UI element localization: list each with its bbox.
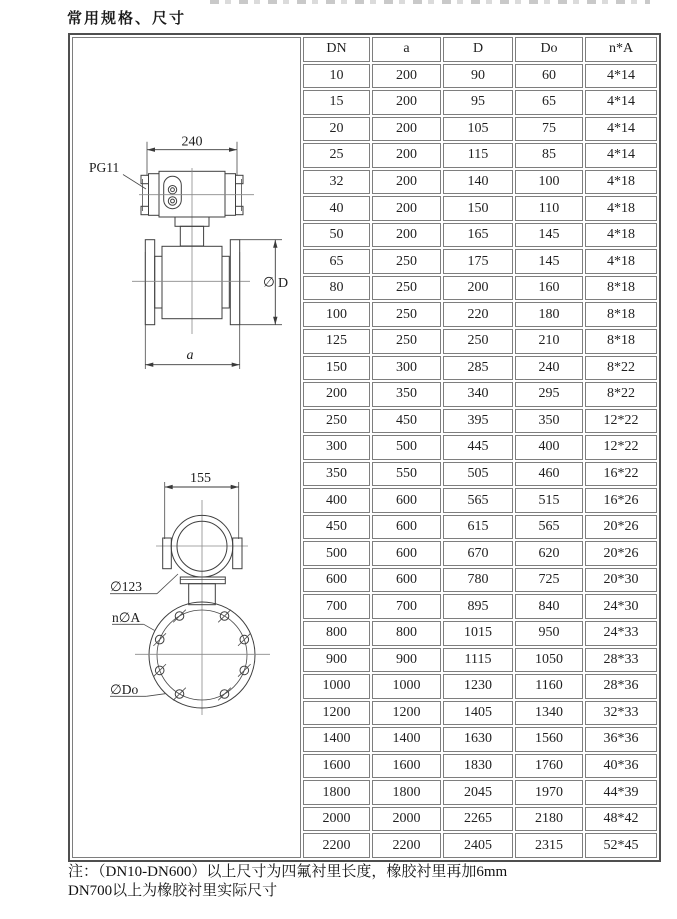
cell-na: 48*42 (585, 807, 657, 832)
cell-do: 350 (515, 409, 583, 434)
cell-dn: 300 (303, 435, 370, 460)
cell-d: 615 (443, 515, 513, 540)
cell-dn: 150 (303, 356, 370, 381)
cell-a: 200 (372, 196, 441, 221)
cell-a: 250 (372, 329, 441, 354)
cell-do: 180 (515, 302, 583, 327)
dim-a-label: a (186, 348, 194, 363)
cell-a: 800 (372, 621, 441, 646)
col-header-na: n*A (585, 37, 657, 62)
dia-123-label: ∅123 (110, 579, 143, 594)
cell-d: 670 (443, 541, 513, 566)
clipped-text-remnant (210, 0, 650, 4)
cell-na: 32*33 (585, 701, 657, 726)
n-dia-a-label: n∅A (112, 610, 141, 625)
cell-d: 175 (443, 249, 513, 274)
cell-do: 460 (515, 462, 583, 487)
cell-na: 4*18 (585, 170, 657, 195)
cell-dn: 350 (303, 462, 370, 487)
cell-dn: 2000 (303, 807, 370, 832)
cell-dn: 1400 (303, 727, 370, 752)
cell-d: 395 (443, 409, 513, 434)
cell-na: 4*18 (585, 196, 657, 221)
pg11-label: PG11 (89, 160, 120, 175)
cell-dn: 25 (303, 143, 370, 168)
cell-a: 250 (372, 276, 441, 301)
cell-na: 4*14 (585, 143, 657, 168)
dim-240-label: 240 (181, 134, 203, 150)
cell-do: 295 (515, 382, 583, 407)
cell-dn: 900 (303, 648, 370, 673)
cell-do: 1340 (515, 701, 583, 726)
cell-d: 1015 (443, 621, 513, 646)
cell-a: 1800 (372, 780, 441, 805)
cell-a: 700 (372, 594, 441, 619)
cell-a: 1400 (372, 727, 441, 752)
cell-a: 600 (372, 515, 441, 540)
cell-na: 28*33 (585, 648, 657, 673)
cell-na: 4*14 (585, 64, 657, 89)
cell-d: 1230 (443, 674, 513, 699)
cell-do: 1160 (515, 674, 583, 699)
cell-d: 285 (443, 356, 513, 381)
cell-a: 200 (372, 143, 441, 168)
cell-do: 60 (515, 64, 583, 89)
cell-dn: 2200 (303, 833, 370, 858)
cell-d: 1630 (443, 727, 513, 752)
cell-dn: 450 (303, 515, 370, 540)
cell-na: 8*18 (585, 302, 657, 327)
cell-dn: 1800 (303, 780, 370, 805)
cell-a: 300 (372, 356, 441, 381)
cell-d: 2405 (443, 833, 513, 858)
footnote (68, 863, 507, 901)
cell-na: 20*30 (585, 568, 657, 593)
cell-na: 20*26 (585, 515, 657, 540)
cell-a: 2200 (372, 833, 441, 858)
cell-d: 250 (443, 329, 513, 354)
cell-dn: 32 (303, 170, 370, 195)
cell-na: 4*18 (585, 249, 657, 274)
cell-do: 1050 (515, 648, 583, 673)
cell-do: 145 (515, 249, 583, 274)
cell-do: 400 (515, 435, 583, 460)
cell-a: 250 (372, 249, 441, 274)
flowmeter-side-view-drawing (89, 135, 288, 370)
spec-table (68, 33, 661, 862)
cell-do: 210 (515, 329, 583, 354)
cell-na: 8*22 (585, 382, 657, 407)
cell-dn: 500 (303, 541, 370, 566)
cell-na: 24*33 (585, 621, 657, 646)
dia-d-symbol: ∅ (263, 274, 275, 290)
cell-na: 16*22 (585, 462, 657, 487)
cell-a: 200 (372, 117, 441, 142)
cell-a: 500 (372, 435, 441, 460)
cell-dn: 1000 (303, 674, 370, 699)
cell-a: 200 (372, 223, 441, 248)
cell-a: 600 (372, 568, 441, 593)
cell-d: 150 (443, 196, 513, 221)
cell-d: 90 (443, 64, 513, 89)
cell-dn: 15 (303, 90, 370, 115)
cell-d: 1405 (443, 701, 513, 726)
cell-d: 2265 (443, 807, 513, 832)
cell-a: 350 (372, 382, 441, 407)
header-row (72, 37, 657, 62)
cell-do: 840 (515, 594, 583, 619)
cell-do: 110 (515, 196, 583, 221)
cell-do: 565 (515, 515, 583, 540)
cell-a: 600 (372, 541, 441, 566)
flowmeter-front-view-drawing (110, 471, 270, 715)
cell-na: 8*22 (585, 356, 657, 381)
cell-a: 200 (372, 90, 441, 115)
cell-na: 40*36 (585, 754, 657, 779)
cell-d: 95 (443, 90, 513, 115)
cell-d: 780 (443, 568, 513, 593)
col-header-a: a (372, 37, 441, 62)
cell-do: 65 (515, 90, 583, 115)
footnote-line-2: DN700以上为橡胶衬里实际尺寸 (68, 883, 278, 899)
cell-na: 4*18 (585, 223, 657, 248)
cell-d: 1830 (443, 754, 513, 779)
cell-do: 240 (515, 356, 583, 381)
cell-dn: 10 (303, 64, 370, 89)
cell-na: 44*39 (585, 780, 657, 805)
cell-d: 115 (443, 143, 513, 168)
cell-d: 140 (443, 170, 513, 195)
cell-do: 1760 (515, 754, 583, 779)
cell-na: 4*14 (585, 117, 657, 142)
cell-dn: 1200 (303, 701, 370, 726)
cell-d: 2045 (443, 780, 513, 805)
cell-dn: 20 (303, 117, 370, 142)
col-header-do: Do (515, 37, 583, 62)
cell-dn: 80 (303, 276, 370, 301)
cell-d: 505 (443, 462, 513, 487)
cell-do: 100 (515, 170, 583, 195)
cell-na: 4*14 (585, 90, 657, 115)
cell-dn: 65 (303, 249, 370, 274)
cell-dn: 600 (303, 568, 370, 593)
cell-do: 75 (515, 117, 583, 142)
cell-a: 900 (372, 648, 441, 673)
cell-dn: 400 (303, 488, 370, 513)
cell-na: 52*45 (585, 833, 657, 858)
dim-155-label: 155 (190, 471, 211, 486)
cell-na: 28*36 (585, 674, 657, 699)
cell-d: 895 (443, 594, 513, 619)
cell-na: 8*18 (585, 329, 657, 354)
cell-do: 145 (515, 223, 583, 248)
footnote-line-1: 注：（DN10-DN600）以上尺寸为四氟衬里长度，橡胶衬里再加6mm (68, 864, 508, 880)
cell-d: 565 (443, 488, 513, 513)
cell-dn: 125 (303, 329, 370, 354)
cell-a: 1000 (372, 674, 441, 699)
cell-a: 450 (372, 409, 441, 434)
col-header-dn: DN (303, 37, 370, 62)
page-title: 常用规格、尺寸 (67, 11, 187, 27)
cell-do: 1560 (515, 727, 583, 752)
cell-a: 2000 (372, 807, 441, 832)
cell-na: 24*30 (585, 594, 657, 619)
cell-na: 8*18 (585, 276, 657, 301)
dia-do-label: ∅Do (110, 682, 139, 697)
cell-a: 600 (372, 488, 441, 513)
cell-do: 85 (515, 143, 583, 168)
cell-a: 200 (372, 64, 441, 89)
drawing-cell (72, 37, 301, 858)
cell-na: 16*26 (585, 488, 657, 513)
cell-d: 200 (443, 276, 513, 301)
cell-dn: 700 (303, 594, 370, 619)
cell-dn: 200 (303, 382, 370, 407)
cell-dn: 250 (303, 409, 370, 434)
cell-a: 250 (372, 302, 441, 327)
cell-d: 220 (443, 302, 513, 327)
cell-na: 12*22 (585, 409, 657, 434)
cell-na: 36*36 (585, 727, 657, 752)
cell-do: 2180 (515, 807, 583, 832)
cell-d: 105 (443, 117, 513, 142)
cell-na: 12*22 (585, 435, 657, 460)
cell-d: 340 (443, 382, 513, 407)
cell-a: 200 (372, 170, 441, 195)
cell-do: 620 (515, 541, 583, 566)
cell-d: 165 (443, 223, 513, 248)
cell-do: 515 (515, 488, 583, 513)
cell-do: 950 (515, 621, 583, 646)
cell-na: 20*26 (585, 541, 657, 566)
col-header-d: D (443, 37, 513, 62)
cell-dn: 50 (303, 223, 370, 248)
cell-do: 160 (515, 276, 583, 301)
cell-dn: 100 (303, 302, 370, 327)
cell-dn: 40 (303, 196, 370, 221)
dia-d-letter: D (278, 276, 289, 291)
cell-d: 1115 (443, 648, 513, 673)
cell-a: 550 (372, 462, 441, 487)
cell-do: 725 (515, 568, 583, 593)
cell-do: 1970 (515, 780, 583, 805)
cell-dn: 1600 (303, 754, 370, 779)
cell-do: 2315 (515, 833, 583, 858)
cell-dn: 800 (303, 621, 370, 646)
spec-table-body (72, 37, 657, 858)
cell-a: 1600 (372, 754, 441, 779)
cell-d: 445 (443, 435, 513, 460)
cell-a: 1200 (372, 701, 441, 726)
